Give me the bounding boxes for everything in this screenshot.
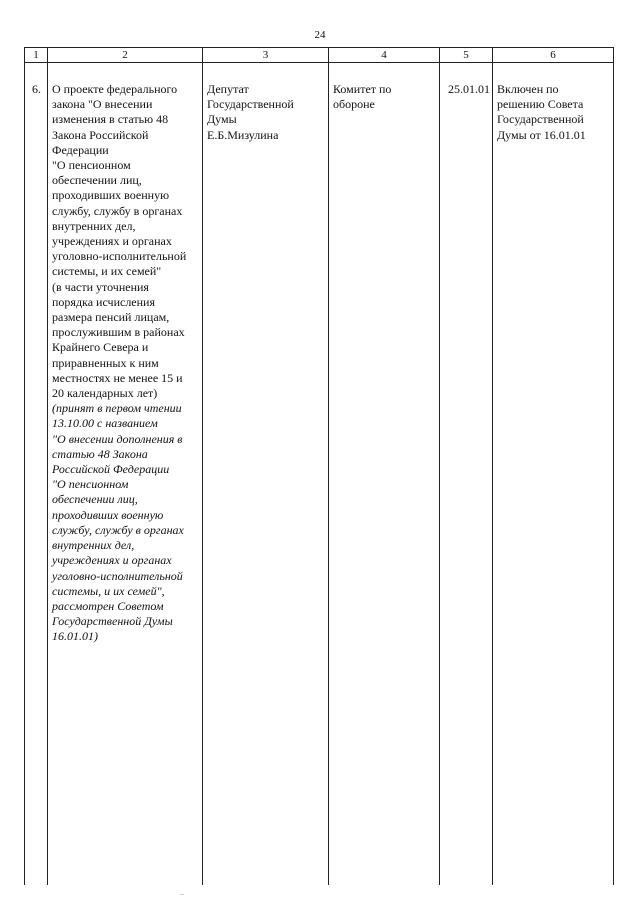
bill-table [24, 47, 614, 885]
column-number-row [25, 48, 614, 63]
page-number: 24 [314, 29, 326, 41]
bill-title: О проекте федерального закона "О внесении изменения в статью 48 Закона Российской Федерации "О пенсионном обеспечении лиц, проходивших военную службу, службу в органах внутренних дел, учреждениях и органах уголовно-исполнительной системы, и их семей" (в части уточнения порядка исчисления размера пенсий лицам, прослужившим в районах Крайнего Севера и приравненных к ним местностях не менее 15 и 20 календарных лет) [52, 82, 187, 401]
status-cell [493, 63, 614, 885]
column-header-4: 4 [329, 48, 440, 63]
row-number: 6. [25, 63, 48, 885]
column-header-2: 2 [48, 48, 203, 63]
committee-cell [329, 63, 440, 885]
bill-title-cell [48, 63, 203, 885]
footer-mark: .. [180, 888, 184, 897]
column-header-3: 3 [203, 48, 329, 63]
table-row [25, 63, 614, 885]
author: Депутат Государственной Думы Е.Б.Мизулина [207, 82, 294, 142]
column-header-5: 5 [440, 48, 493, 63]
bill-reading-note: (принят в первом чтении 13.10.00 с названием "О внесении дополнения в статью 48 Закона Российской Федерации "О пенсионном обеспечении лиц, проходивших военную службу, службу в органах внутренних дел, учреждениях и органах уголовно-исполнительной системы, и их семей", рассмотрен Советом Государственной Думы 16.01.01) [52, 401, 184, 644]
committee: Комитет по обороне [333, 82, 392, 112]
column-header-6: 6 [493, 48, 614, 63]
date-cell: 25.01.01 [440, 63, 493, 885]
author-cell [203, 63, 329, 885]
status: Включен по решению Совета Государственной Думы от 16.01.01 [497, 82, 586, 142]
column-header-1: 1 [25, 48, 48, 63]
